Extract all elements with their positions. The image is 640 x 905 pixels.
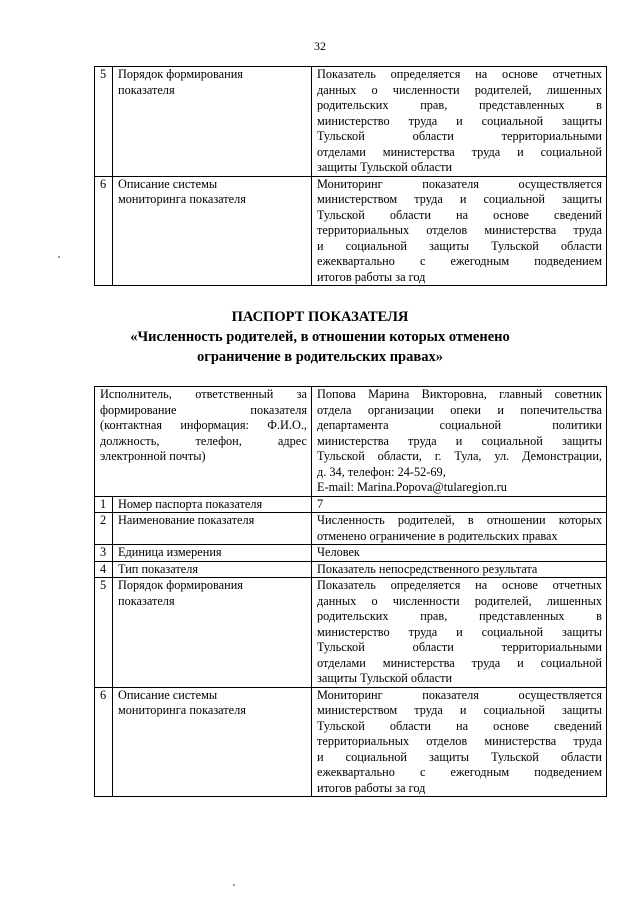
passport-title: ПАСПОРТ ПОКАЗАТЕЛЯ bbox=[231, 309, 409, 325]
row-label: Единица измерения bbox=[113, 545, 312, 562]
table-row bbox=[95, 687, 607, 797]
row-value: Показатель определяется на основе отчетных данных о численности родителей, лишенных родительских прав, представленных в министерство труда и социальной защиты Тульской области территориальными отделами министерства труда и социальной защиты Тульской области bbox=[312, 578, 607, 688]
table-row bbox=[95, 545, 607, 562]
row-value: 7 bbox=[312, 496, 607, 513]
table-row bbox=[95, 561, 607, 578]
row-number: 5 bbox=[95, 578, 113, 688]
table-row bbox=[95, 513, 607, 545]
table-row bbox=[95, 176, 607, 286]
row-value: Мониторинг показателя осуществляется министерством труда и социальной защиты Тульской области на основе сведений территориальных отделов министерства труда и социальной защиты Тульской области ежеквартально с ежегодным подведением итогов работы за год bbox=[312, 687, 607, 797]
passport-subtitle-line-2: ограничение в родительских правах» bbox=[197, 349, 443, 365]
table-row bbox=[95, 67, 607, 177]
row-value: Мониторинг показателя осуществляется министерством труда и социальной защиты Тульской области на основе сведений территориальных отделов министерства труда и социальной защиты Тульской области ежеквартально с ежегодным подведением итогов работы за год bbox=[312, 176, 607, 286]
row-label: Описание системы мониторинга показателя bbox=[113, 176, 312, 286]
executor-row bbox=[95, 387, 607, 497]
executor-value: Попова Марина Викторовна, главный советник отдела организации опеки и попечительства департамента социальной политики министерства труда и социальной защиты Тульской области, г. Тула, ул. Демонстрации, д. 34, телефон: 24-52-69, E-mail: Marina.Popova@tularegion.ru bbox=[312, 387, 607, 497]
row-number: 6 bbox=[95, 687, 113, 797]
row-label: Порядок формирования показателя bbox=[113, 67, 312, 177]
row-label: Наименование показателя bbox=[113, 513, 312, 545]
row-number: 4 bbox=[95, 561, 113, 578]
row-number: 5 bbox=[95, 67, 113, 177]
row-number: 1 bbox=[95, 496, 113, 513]
passport-heading-block bbox=[0, 307, 640, 367]
row-label: Тип показателя bbox=[113, 561, 312, 578]
row-value: Человек bbox=[312, 545, 607, 562]
row-value: Показатель непосредственного результата bbox=[312, 561, 607, 578]
row-label: Описание системы мониторинга показателя bbox=[113, 687, 312, 797]
passport-subtitle-line-1: «Численность родителей, в отношении которых отменено bbox=[130, 329, 510, 345]
row-label: Порядок формирования показателя bbox=[113, 578, 312, 688]
indicator-table-continued bbox=[94, 66, 607, 286]
row-value: Численность родителей, в отношении которых отменено ограничение в родительских правах bbox=[312, 513, 607, 545]
row-number: 3 bbox=[95, 545, 113, 562]
row-value: Показатель определяется на основе отчетных данных о численности родителей, лишенных родительских прав, представленных в министерство труда и социальной защиты Тульской области территориальными отделами министерства труда и социальной защиты Тульской области bbox=[312, 67, 607, 177]
scan-speck bbox=[233, 884, 235, 886]
page-number: 32 bbox=[314, 39, 326, 53]
row-label: Номер паспорта показателя bbox=[113, 496, 312, 513]
table-row bbox=[95, 578, 607, 688]
passport-table bbox=[94, 386, 607, 797]
executor-label: Исполнитель, ответственный за формирование показателя (контактная информация: Ф.И.О., должность, телефон, адрес электронной почты) bbox=[95, 387, 312, 497]
scan-speck bbox=[58, 256, 60, 258]
row-number: 6 bbox=[95, 176, 113, 286]
row-number: 2 bbox=[95, 513, 113, 545]
table-row bbox=[95, 496, 607, 513]
